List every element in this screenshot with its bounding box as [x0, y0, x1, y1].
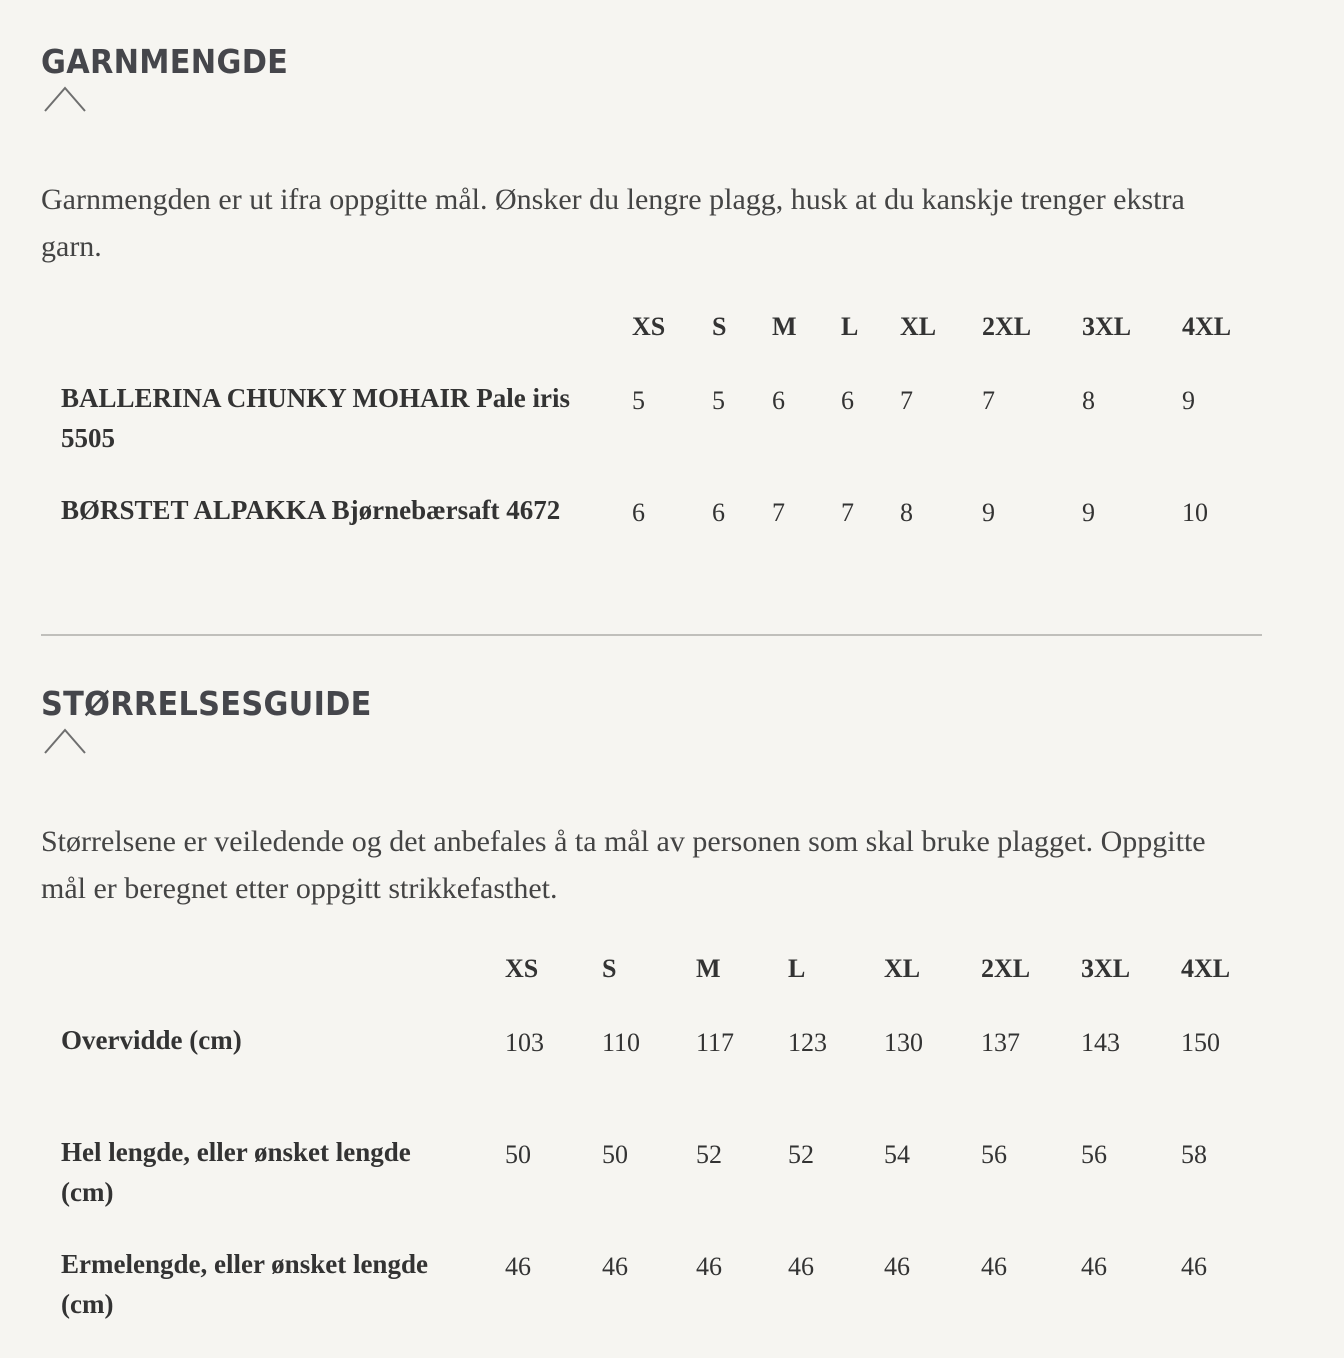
table-cell: 54 [884, 1140, 910, 1169]
chevron-up-icon[interactable] [44, 728, 86, 754]
table-cell: 6 [632, 498, 645, 527]
table-cell: 5 [632, 386, 645, 415]
table-cell: 6 [841, 386, 854, 415]
table-cell: 143 [1081, 1028, 1120, 1057]
table-cell: 110 [602, 1028, 641, 1057]
size-header: 3XL [1082, 312, 1132, 341]
section-divider [41, 634, 1262, 636]
row-label: BALLERINA CHUNKY MOHAIR Pale iris 5505 [61, 383, 571, 453]
table-cell: 9 [1182, 386, 1195, 415]
table-cell: 150 [1181, 1028, 1220, 1057]
table-cell: 46 [981, 1252, 1007, 1281]
table-cell: 7 [841, 498, 854, 527]
table-cell: 6 [772, 386, 785, 415]
row-label: BØRSTET ALPAKKA Bjørnebærsaft 4672 [61, 495, 561, 525]
table-cell: 46 [505, 1252, 531, 1281]
row-label: Ermelengde, eller ønsket lengde (cm) [61, 1249, 428, 1319]
table-cell: 46 [602, 1252, 628, 1281]
table-cell: 6 [712, 498, 725, 527]
chevron-up-icon[interactable] [44, 86, 86, 112]
table-cell: 56 [1081, 1140, 1107, 1169]
size-header: L [841, 312, 859, 341]
table-cell: 9 [1082, 498, 1095, 527]
row-label: Hel lengde, eller ønsket lengde (cm) [61, 1137, 411, 1207]
size-header: M [772, 312, 797, 341]
table-cell: 56 [981, 1140, 1007, 1169]
size-header: XS [632, 312, 666, 341]
size-header: 3XL [1081, 954, 1131, 983]
size-header: XL [884, 954, 921, 983]
table-cell: 50 [505, 1140, 531, 1169]
size-header: XS [505, 954, 539, 983]
table-cell: 103 [505, 1028, 544, 1057]
table-cell: 117 [696, 1028, 735, 1057]
table-cell: 7 [982, 386, 995, 415]
size-header: L [788, 954, 806, 983]
table-cell: 5 [712, 386, 725, 415]
table-cell: 46 [788, 1252, 814, 1281]
table-cell: 58 [1181, 1140, 1207, 1169]
row-label: Overvidde (cm) [61, 1025, 242, 1055]
table-cell: 123 [788, 1028, 827, 1057]
table-cell: 46 [1181, 1252, 1207, 1281]
size-header: M [696, 954, 721, 983]
table-cell: 52 [788, 1140, 814, 1169]
table-cell: 50 [602, 1140, 628, 1169]
table-cell: 7 [772, 498, 785, 527]
table-cell: 130 [884, 1028, 923, 1057]
table-cell: 46 [696, 1252, 722, 1281]
table-cell: 46 [884, 1252, 910, 1281]
size-header: S [712, 312, 727, 341]
table-cell: 137 [981, 1028, 1020, 1057]
size-header: 2XL [982, 312, 1032, 341]
yarn-intro-text: Garnmengden er ut ifra oppgitte mål. Ønsker du lengre plagg, husk at du kanskje trenger ekstra garn. [41, 183, 1185, 263]
table-cell: 9 [982, 498, 995, 527]
size-header: 4XL [1182, 312, 1232, 341]
size-header: 2XL [981, 954, 1031, 983]
table-cell: 8 [900, 498, 913, 527]
table-cell: 46 [1081, 1252, 1107, 1281]
table-cell: 7 [900, 386, 913, 415]
table-cell: 8 [1082, 386, 1095, 415]
size-intro-text: Størrelsene er veiledende og det anbefales å ta mål av personen som skal bruke plagget. Oppgitte mål er beregnet etter oppgitt strikkefasthet. [41, 825, 1206, 905]
size-section-title: STØRRELSESGUIDE [41, 684, 372, 723]
size-header: XL [900, 312, 937, 341]
size-header: S [602, 954, 617, 983]
table-cell: 10 [1182, 498, 1208, 527]
table-cell: 52 [696, 1140, 722, 1169]
size-header: 4XL [1181, 954, 1231, 983]
yarn-section-title: GARNMENGDE [41, 42, 289, 81]
